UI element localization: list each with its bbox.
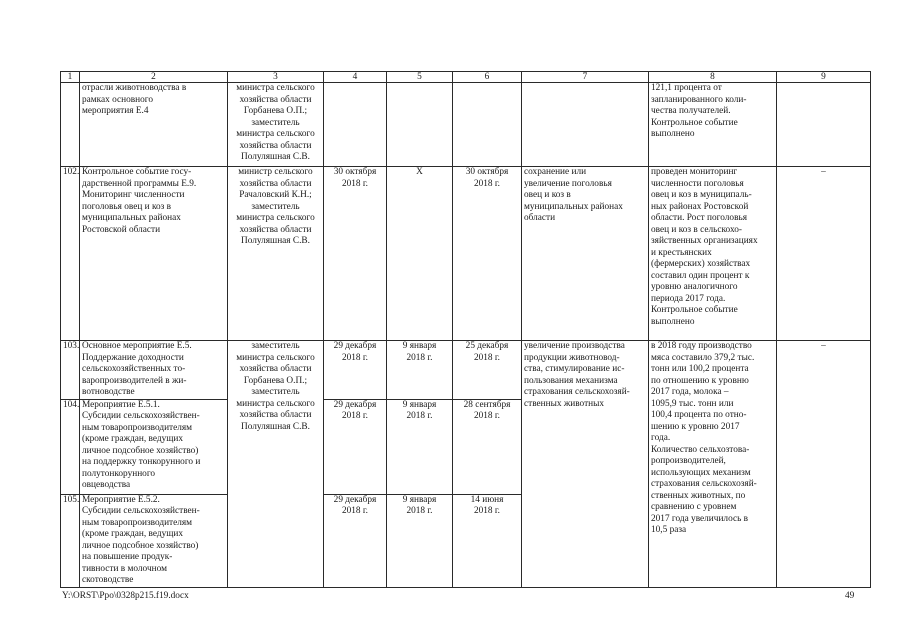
row-number: 104. [61,399,80,494]
expected-result: увеличение производства продукции животновод- ства, стимулирование ис- пользования механизма страхования сельскохозяй- ственных животных [522,341,649,588]
table-row [61,341,871,400]
table-row [61,167,871,341]
note: – [777,341,871,588]
file-path: Y:\ORST\Ppo\0328p215.f19.docx [62,591,189,601]
row-number [61,83,80,167]
header-cell: 2 [80,72,228,83]
report-table [60,71,871,588]
end-date: 25 декабря 2018 г. [453,341,522,400]
plan-date: 29 декабря 2018 г. [324,494,387,587]
event-name: отрасли животноводства в рамках основного мероприятия Е.4 [80,83,228,167]
end-date: 30 октября 2018 г. [453,167,522,341]
responsible: министр сельского хозяйства области Рачаловский К.Н.; заместитель министра сельского хозяйства области Полуляшная С.В. [228,167,324,341]
actual-result: проведен мониторинг численности поголовья овец и коз в муниципаль- ных районах Ростовской области. Рост поголовья овец и коз в сельскохо- зяйственных организациях и крестьянских (фермерских) хозяйствах составил один процент к уровню аналогичного периода 2017 года. Контрольное событие выполнено [649,167,777,341]
table-row [61,83,871,167]
header-cell: 9 [777,72,871,83]
row-number: 102. [61,167,80,341]
header-cell: 5 [387,72,453,83]
end-date: 28 сентября 2018 г. [453,399,522,494]
header-cell: 1 [61,72,80,83]
plan-date: 30 октября 2018 г. [324,167,387,341]
page-number: 49 [845,591,855,601]
plan-date: 29 декабря 2018 г. [324,341,387,400]
start-date: 9 января 2018 г. [387,399,453,494]
row-number: 103. [61,341,80,400]
header-cell: 8 [649,72,777,83]
start-date [387,83,453,167]
note: – [777,167,871,341]
row-number: 105. [61,494,80,587]
event-name: Основное мероприятие Е.5. Поддержание доходности сельскохозяйственных то- варопроизводителей в жи- вотноводстве [80,341,228,400]
header-row [61,72,871,83]
header-cell: 6 [453,72,522,83]
start-date: Х [387,167,453,341]
actual-result: в 2018 году производство мяса составило 379,2 тыс. тонн или 100,2 процента по отношению к уровню 2017 года, молока – 1095,9 тыс. тонн или 100,4 процента по отно- шению к уровню 2017 года. Количество сельхозтова- ропроизводителей, использующих механизм страхования сельскохозяй- ственных животных, по сравнению с уровнем 2017 года увеличилось в 10,5 раза [649,341,777,588]
end-date [453,83,522,167]
start-date: 9 января 2018 г. [387,494,453,587]
responsible: заместитель министра сельского хозяйства области Горбанева О.П.; заместитель министра сельского хозяйства области Полуляшная С.В. [228,341,324,588]
actual-result: 121,1 процента от запланированного коли- чества получателей. Контрольное событие выполнено [649,83,777,167]
event-name: Контрольное событие госу- дарственной программы Е.9. Мониторинг численности поголовья овец и коз в муниципальных районах Ростовской области [80,167,228,341]
event-name: Мероприятие Е.5.1. Субсидии сельскохозяйствен- ным товаропроизводителям (кроме граждан, ведущих личное подсобное хозяйство) на поддержку тонкорунного и полутонкорунного овцеводства [80,399,228,494]
start-date: 9 января 2018 г. [387,341,453,400]
header-cell: 3 [228,72,324,83]
header-cell: 7 [522,72,649,83]
note [777,83,871,167]
plan-date: 29 декабря 2018 г. [324,399,387,494]
plan-date [324,83,387,167]
expected-result [522,83,649,167]
responsible: министра сельского хозяйства области Горбанева О.П.; заместитель министра сельского хозяйства области Полуляшная С.В. [228,83,324,167]
expected-result: сохранение или увеличение поголовья овец и коз в муниципальных районах области [522,167,649,341]
header-cell: 4 [324,72,387,83]
end-date: 14 июня 2018 г. [453,494,522,587]
event-name: Мероприятие Е.5.2. Субсидии сельскохозяйствен- ным товаропроизводителям (кроме граждан, ведущих личное подсобное хозяйство) на повышение продук- тивности в молочном скотоводстве [80,494,228,587]
